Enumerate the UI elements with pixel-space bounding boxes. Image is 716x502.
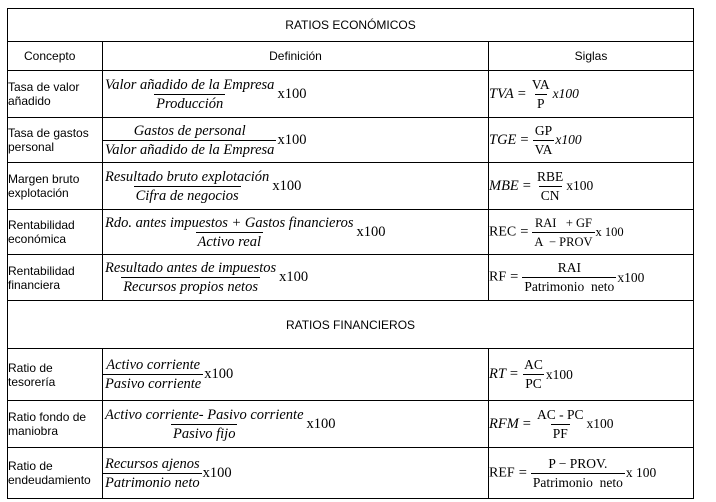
acronym-cell [489,210,694,255]
denominator: Pasivo corriente [105,376,202,392]
concept-cell: Ratio de tesorería [8,349,103,401]
equals-sign: = [520,223,529,240]
equals-sign: = [520,131,529,148]
denominator: PF [552,425,568,441]
formula-fraction [103,76,276,113]
denominator: Patrimonio neto [532,474,623,490]
definition-cell [103,349,489,401]
numerator: Resultado bruto explotación [105,168,270,185]
formula-fraction [103,259,278,296]
denominator: Patrimonio neto [105,474,200,491]
numerator: RAI + GF [534,215,592,230]
equals-sign: = [517,85,526,102]
denominator: PC [525,376,542,391]
equals-sign: = [509,366,519,382]
acronym-fraction [522,259,616,296]
ratios-table [7,8,694,499]
acronyms-column-header: Siglas [489,42,694,71]
denominator: VA [534,141,553,157]
acronym-fraction [522,356,545,393]
acronym: RF [489,269,507,285]
concept-cell: Ratio fondo de maniobra [8,401,103,448]
definition-cell [103,255,489,301]
numerator: AC - PC [536,406,584,422]
multiplier: x100 [617,269,645,285]
acronym-cell [489,448,694,499]
table-row [8,118,694,163]
financial-ratios-header: RATIOS FINANCIEROS [8,301,694,349]
numerator: Rdo. antes impuestos + Gastos financieros [105,214,354,231]
concept-cell: Margen bruto explotación [8,163,103,210]
formula-fraction [103,168,271,205]
denominator: Pasivo fijo [173,425,236,442]
multiplier: x100 [306,415,336,432]
equals-sign: = [522,177,531,194]
multiplier: x100 [586,416,614,431]
multiplier: x100 [277,85,307,102]
formula-fraction [103,356,203,393]
acronym-fraction [532,214,594,251]
acronym-cell [489,401,694,448]
multiplier: x100 [552,86,579,101]
acronym-fraction [533,122,555,159]
concept-column-header: Concepto [8,42,103,71]
multiplier: x100 [272,177,302,194]
acronym-cell [489,163,694,210]
formula-fraction [103,406,306,443]
acronym: MBE [489,177,519,194]
denominator: Producción [156,95,224,112]
concept-cell: Ratio de endeudamiento [8,448,103,499]
concept-cell: Tasa de valor añadido [8,71,103,118]
definition-cell [103,210,489,255]
denominator: Recursos propios netos [123,279,258,295]
numerator: RBE [536,168,564,184]
numerator: Valor añadido de la Empresa [105,76,275,93]
multiplier: x100 [204,366,234,382]
acronym-cell [489,255,694,301]
concept-cell: Rentabilidad económica [8,210,103,255]
table-row [8,71,694,118]
formula-fraction [103,455,202,492]
denominator: Patrimonio neto [524,279,615,294]
acronym: TGE [489,131,517,148]
table-row [8,349,694,401]
definition-column-header: Definición [103,42,489,71]
denominator: CN [540,187,560,203]
numerator: Recursos ajenos [105,455,200,472]
concept-cell: Rentabilidad financiera [8,255,103,301]
acronym-cell [489,71,694,118]
numerator: P − PROV. [548,455,608,471]
acronym: RT [489,366,506,382]
equals-sign: = [518,464,527,481]
equals-sign: = [510,269,519,285]
multiplier: x 100 [595,224,624,239]
multiplier: x100 [279,269,309,285]
numerator: AC [524,357,543,372]
economic-ratios-header: RATIOS ECONÓMICOS [8,9,694,42]
concept-cell: Tasa de gastos personal [8,118,103,163]
numerator: VA [531,76,550,92]
acronym-fraction [530,76,552,113]
definition-cell [103,71,489,118]
acronym-fraction [535,168,565,205]
numerator: Activo corriente- Pasivo corriente [105,406,304,423]
multiplier: x100 [202,464,232,481]
numerator: Activo corriente [106,357,201,373]
formula-fraction [103,214,356,251]
multiplier: x100 [545,366,573,382]
numerator: Gastos de personal [133,122,246,139]
acronym-fraction [535,406,586,443]
acronym-cell [489,349,694,401]
denominator: A − PROV [532,232,594,251]
definition-cell [103,448,489,499]
multiplier: x 100 [625,465,657,480]
table-row [8,255,694,301]
multiplier: x100 [277,131,307,148]
acronym-cell [489,118,694,163]
table-row [8,210,694,255]
numerator: RAI [557,260,581,275]
acronym: TVA [489,85,514,102]
multiplier: x100 [566,178,594,193]
numerator: Resultado antes de impuestos [105,260,277,276]
formula-fraction [103,122,276,159]
denominator: Cifra de negocios [135,187,239,204]
denominator: P [537,95,545,111]
definition-cell [103,118,489,163]
equals-sign: = [522,415,531,432]
acronym: REC [489,224,517,239]
acronym: RFM [489,415,519,432]
table-row [8,401,694,448]
definition-cell [103,163,489,210]
acronym-fraction [531,455,625,492]
denominator: Activo real [197,233,261,250]
acronym: REF [489,465,515,480]
numerator: GP [534,122,553,138]
definition-cell [103,401,489,448]
multiplier: x100 [356,223,386,240]
table-row [8,163,694,210]
multiplier: x100 [555,132,582,147]
table-row [8,448,694,499]
denominator: Valor añadido de la Empresa [105,141,275,158]
